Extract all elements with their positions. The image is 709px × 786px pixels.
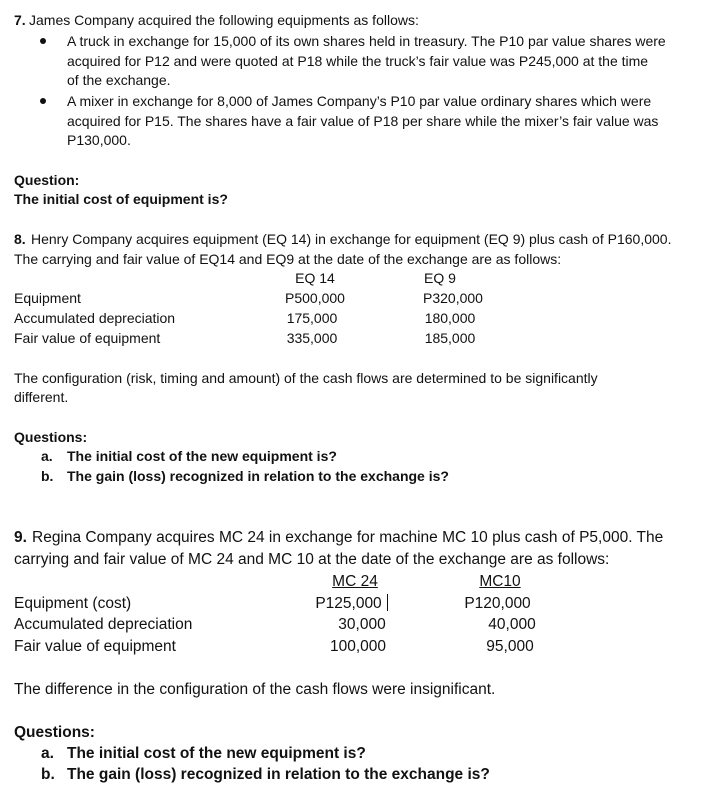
q7-bullet2-line2: acquired for P15. The shares have a fair value of P18 per share while the mixer’s fair value was <box>67 113 659 129</box>
q8-cell: 185,000 <box>424 330 476 346</box>
q9-cell: P120,000 <box>464 595 531 612</box>
q8-cell: 175,000 <box>286 310 338 326</box>
q9-table-header-mc24: MC 24 <box>332 573 378 590</box>
q9-number: 9. <box>14 529 27 546</box>
q9-cell: 30,000 <box>338 616 386 633</box>
q7-bullet2-line1: A mixer in exchange for 8,000 of James Company’s P10 par value ordinary shares which were <box>67 93 652 109</box>
q7-question: The initial cost of equipment is? <box>14 191 228 207</box>
q7-intro: James Company acquired the following equipments as follows: <box>29 12 419 28</box>
q8-question-b: The gain (loss) recognized in relation to the exchange is? <box>67 468 449 484</box>
q8-intro-line2: The carrying and fair value of EQ14 and EQ9 at the date of the exchange are as follows: <box>14 251 562 267</box>
q8-row-label: Accumulated depreciation <box>14 310 176 326</box>
q8-table-header-eq14: EQ 14 <box>295 270 335 286</box>
q8-question-marker: a. <box>41 448 53 464</box>
q9-question-a: The initial cost of the new equipment is? <box>67 745 366 762</box>
q8-row-label: Equipment <box>14 290 81 306</box>
text-cursor <box>387 594 388 611</box>
q9-question-marker: a. <box>41 745 54 762</box>
q9-cell: 40,000 <box>488 616 536 633</box>
q7-question-label: Question: <box>14 172 80 188</box>
q9-questions-label: Questions: <box>14 724 95 741</box>
q9-row-label: Equipment (cost) <box>14 595 132 612</box>
q8-question-a: The initial cost of the new equipment is? <box>67 448 337 464</box>
q9-question-b: The gain (loss) recognized in relation to the exchange is? <box>67 766 490 783</box>
q7-bullet1-line1: A truck in exchange for 15,000 of its own shares held in treasury. The P10 par value shares were <box>67 33 666 49</box>
q8-note-line2: different. <box>14 389 69 405</box>
q7-bullet1-line3: of the exchange. <box>67 72 171 88</box>
q9-intro-line1: Regina Company acquires MC 24 in exchange for machine MC 10 plus cash of P5,000. The <box>32 529 664 546</box>
q9-cell: P125,000 <box>315 595 382 612</box>
q8-table-header-eq9: EQ 9 <box>424 270 456 286</box>
q9-row-label: Fair value of equipment <box>14 638 176 655</box>
q9-question-marker: b. <box>41 766 55 783</box>
q8-cell: 180,000 <box>424 310 476 326</box>
q9-note: The difference in the configuration of the cash flows were insignificant. <box>14 681 496 698</box>
q8-cell: P320,000 <box>423 290 483 306</box>
bullet-icon <box>40 98 46 104</box>
q8-question-marker: b. <box>41 468 54 484</box>
q9-table-header-mc10: MC10 <box>479 573 521 590</box>
q9-intro-line2: carrying and fair value of MC 24 and MC 10 at the date of the exchange are as follows: <box>14 551 610 568</box>
q8-cell: 335,000 <box>286 330 338 346</box>
q8-note-line1: The configuration (risk, timing and amount) of the cash flows are determined to be significantly <box>14 370 598 386</box>
q7-bullet1-line2: acquired for P12 and were quoted at P18 while the truck’s fair value was P245,000 at the time <box>67 53 649 69</box>
q8-row-label: Fair value of equipment <box>14 330 161 346</box>
q8-cell: P500,000 <box>285 290 345 306</box>
q8-questions-label: Questions: <box>14 429 88 445</box>
q9-row-label: Accumulated depreciation <box>14 616 193 633</box>
q8-number: 8. <box>14 231 26 247</box>
bullet-icon <box>40 38 46 44</box>
q7-bullet2-line3: P130,000. <box>67 132 131 148</box>
q8-intro-line1: Henry Company acquires equipment (EQ 14) in exchange for equipment (EQ 9) plus cash of P160,000. <box>31 231 672 247</box>
q7-number: 7. <box>14 12 26 28</box>
q9-cell: 95,000 <box>486 638 534 655</box>
q9-cell: 100,000 <box>329 638 387 655</box>
